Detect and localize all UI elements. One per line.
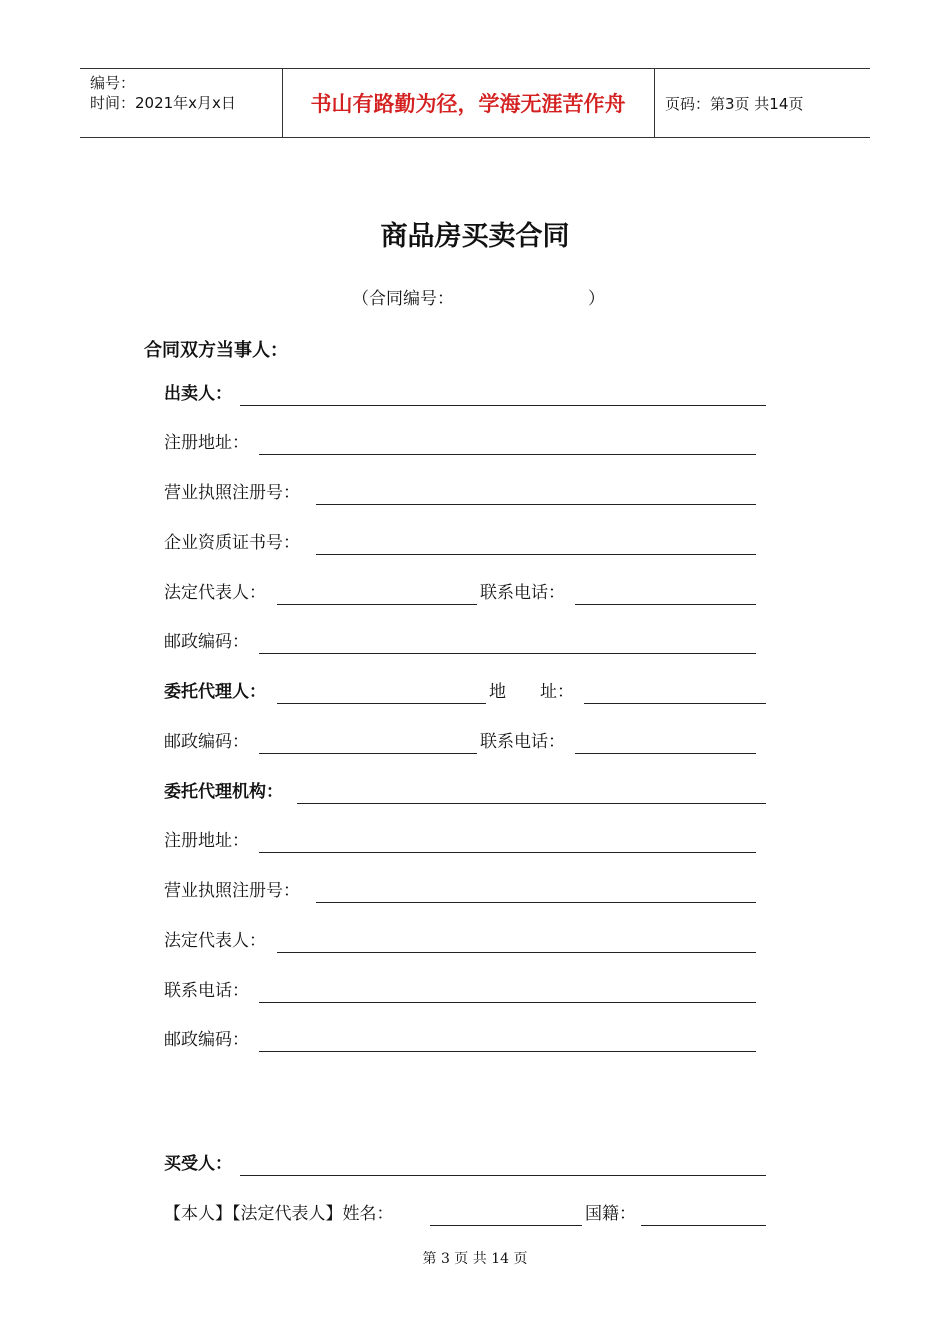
qualification-blank[interactable]	[316, 554, 756, 555]
seller-label: 出卖人：	[164, 384, 232, 404]
agency-phone-label: 联系电话：	[164, 981, 249, 1001]
contract-number	[352, 284, 605, 309]
reg-address-label: 注册地址：	[164, 433, 249, 453]
reg-address-blank[interactable]	[259, 454, 756, 455]
page-header	[80, 68, 870, 138]
nationality-label: 国籍：	[585, 1204, 636, 1224]
header-meta	[90, 73, 236, 113]
agency-label: 委托代理机构：	[164, 782, 283, 802]
license-blank[interactable]	[316, 504, 756, 505]
agency-license-label: 营业执照注册号：	[164, 881, 300, 901]
legal-rep-blank[interactable]	[277, 604, 477, 605]
license-label: 营业执照注册号：	[164, 483, 300, 503]
agency-blank[interactable]	[297, 803, 766, 804]
phone-blank[interactable]	[575, 604, 756, 605]
agent-postcode-blank[interactable]	[259, 753, 477, 754]
agency-reg-address-label: 注册地址：	[164, 831, 249, 851]
legal-rep-label: 法定代表人：	[164, 583, 266, 603]
agency-postcode-label: 邮政编码：	[164, 1030, 249, 1050]
postcode-blank[interactable]	[259, 653, 756, 654]
buyer-label: 买受人：	[164, 1154, 232, 1174]
qualification-label: 企业资质证书号：	[164, 533, 300, 553]
agent-label: 委托代理人：	[164, 682, 266, 702]
postcode-label: 邮政编码：	[164, 632, 249, 652]
buyer-blank[interactable]	[240, 1175, 766, 1176]
header-motto: 书山有路勤为径，学海无涯苦作舟	[310, 92, 626, 116]
header-page-info: 页码：第3页 共14页	[665, 95, 804, 113]
agent-blank[interactable]	[277, 703, 486, 704]
agency-postcode-blank[interactable]	[259, 1051, 756, 1052]
agency-license-blank[interactable]	[316, 902, 756, 903]
time-label: 时间：2021年x月x日	[90, 94, 236, 112]
buyer-identity-label: 【本人】【法定代表人】姓名：	[164, 1204, 394, 1224]
agent-phone-blank[interactable]	[575, 753, 756, 754]
agency-reg-address-blank[interactable]	[259, 852, 756, 853]
seller-blank[interactable]	[240, 405, 766, 406]
contract-number-close: ）	[588, 289, 605, 309]
header-divider	[654, 69, 655, 137]
agency-legal-rep-blank[interactable]	[277, 952, 756, 953]
number-label: 编号：	[90, 74, 136, 92]
page-footer: 第 3 页 共 14 页	[422, 1251, 528, 1267]
document-title: 商品房买卖合同	[380, 221, 570, 252]
agent-phone-label: 联系电话：	[480, 732, 565, 752]
parties-heading: 合同双方当事人：	[144, 340, 288, 361]
agency-phone-blank[interactable]	[259, 1002, 756, 1003]
nationality-blank[interactable]	[641, 1225, 766, 1226]
contract-number-label: （合同编号：	[352, 289, 454, 309]
phone-label: 联系电话：	[480, 583, 565, 603]
agent-postcode-label: 邮政编码：	[164, 732, 249, 752]
agency-legal-rep-label: 法定代表人：	[164, 931, 266, 951]
buyer-name-blank[interactable]	[430, 1225, 582, 1226]
agent-address-label: 地 址：	[489, 682, 574, 702]
agent-address-blank[interactable]	[584, 703, 766, 704]
